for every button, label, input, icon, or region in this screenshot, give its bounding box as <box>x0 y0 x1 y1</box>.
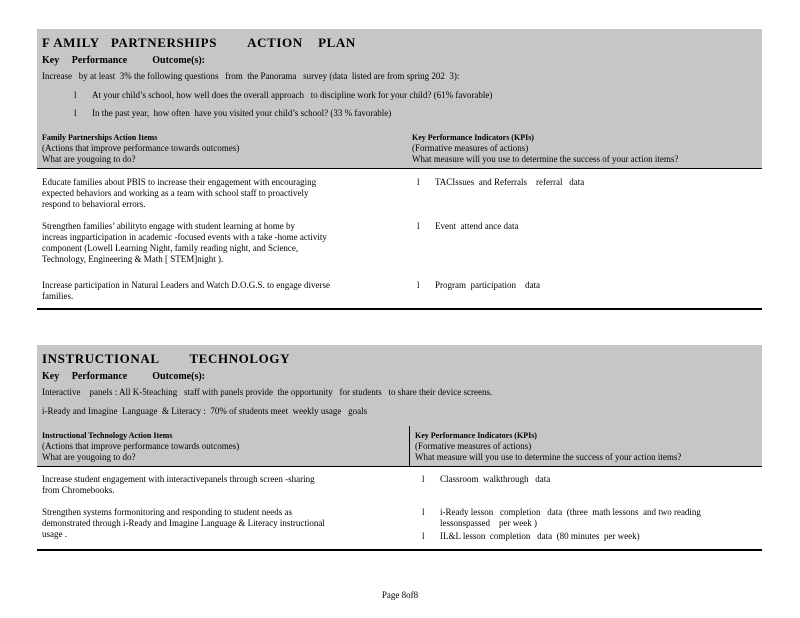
family-partnerships-section <box>37 29 762 310</box>
tech-section-header <box>37 345 762 466</box>
bullet-icon: l <box>74 90 77 100</box>
family-question: l At your child’s school, how well does the overall approach to discipline work for your child? (61% favorable) <box>74 90 493 100</box>
bullet-icon: l <box>422 531 425 541</box>
tech-kpi-header: Key Performance Indicators (KPIs) (Formative measures of actions) What measure will you use to determine the success of your action items? <box>409 426 762 466</box>
instructional-technology-section <box>37 345 762 551</box>
table-row <box>42 507 757 549</box>
family-goal: Increase by at least 3% the following questions from the Panorama survey (data listed are from spring 202 3): <box>42 71 460 81</box>
family-question: l In the past year, how often have you visited your child’s school? (33 % favorable) <box>74 108 392 118</box>
kpi-item: l Event attend ance data <box>417 221 519 231</box>
tech-column-headers <box>37 426 762 466</box>
family-section-title: F AMILY PARTNERSHIPS ACTION PLAN <box>42 35 356 50</box>
family-kpo-label: Key Performance Outcome(s): <box>42 55 205 66</box>
tech-actions-header: Instructional Technology Action Items (Actions that improve performance towards outcomes) What are yougoing to do? <box>42 431 240 462</box>
table-row <box>42 474 757 507</box>
tech-kpo-label: Key Performance Outcome(s): <box>42 371 205 382</box>
bullet-icon: l <box>417 177 420 187</box>
family-section-header <box>37 29 762 168</box>
action-item: Increase participation in Natural Leaders and Watch D.O.G.S. to engage diverse families. <box>42 280 330 301</box>
bullet-icon: l <box>417 280 420 290</box>
family-action-rows <box>37 168 762 308</box>
action-item: Strengthen families’ abilityto engage with student learning at home by increas ingparticipation in academic -focused events with a take -home activity component (Lowell Learning Night, family reading night, and Science, Technology, Engineering & Math [ STEM]night ). <box>42 221 327 264</box>
kpi-item: l Program participation data <box>417 280 540 290</box>
bullet-icon: l <box>422 474 425 484</box>
family-actions-header: Family Partnerships Action Items (Actions that improve performance towards outcomes) What are yougoing to do? <box>42 133 240 164</box>
kpi-item: l TACIssues and Referrals referral data <box>417 177 585 187</box>
tech-goal: i-Ready and Imagine Language & Literacy : 70% of students meet weekly usage goals <box>42 406 368 416</box>
kpi-item: l Classroom walkthrough data <box>422 474 551 484</box>
tech-action-rows <box>37 466 762 549</box>
bullet-icon: l <box>417 221 420 231</box>
table-row <box>42 280 757 308</box>
kpi-item: l i-Ready lesson completion data (three math lessons and two reading lessonspassed per week ) l IL&L lesson completion data (80 minutes per week) <box>422 507 701 541</box>
family-kpi-header: Key Performance Indicators (KPIs) (Formative measures of actions) What measure will you use to determine the success of your action items? <box>412 133 679 164</box>
bullet-icon: l <box>422 507 425 517</box>
action-item: Educate families about PBIS to increase their engagement with encouraging expected behaviors and working as a team with school staff to proactively respond to behavioral errors. <box>42 177 317 209</box>
table-row <box>42 177 757 221</box>
family-column-headers <box>37 128 762 168</box>
action-item: Increase student engagement with interactivepanels through screen -sharing from Chromebooks. <box>42 474 315 495</box>
table-row <box>42 221 757 280</box>
bullet-icon: l <box>74 108 77 118</box>
page-number: Page 8of8 <box>381 590 419 600</box>
action-item: Strengthen systems formonitoring and responding to student needs as demonstrated through i-Ready and Imagine Language & Literacy instructional usage . <box>42 507 325 539</box>
tech-goal: Interactive panels : All K-5teaching staff with panels provide the opportunity for students to share their device screens. <box>42 387 493 397</box>
tech-section-title: INSTRUCTIONAL TECHNOLOGY <box>42 351 291 366</box>
